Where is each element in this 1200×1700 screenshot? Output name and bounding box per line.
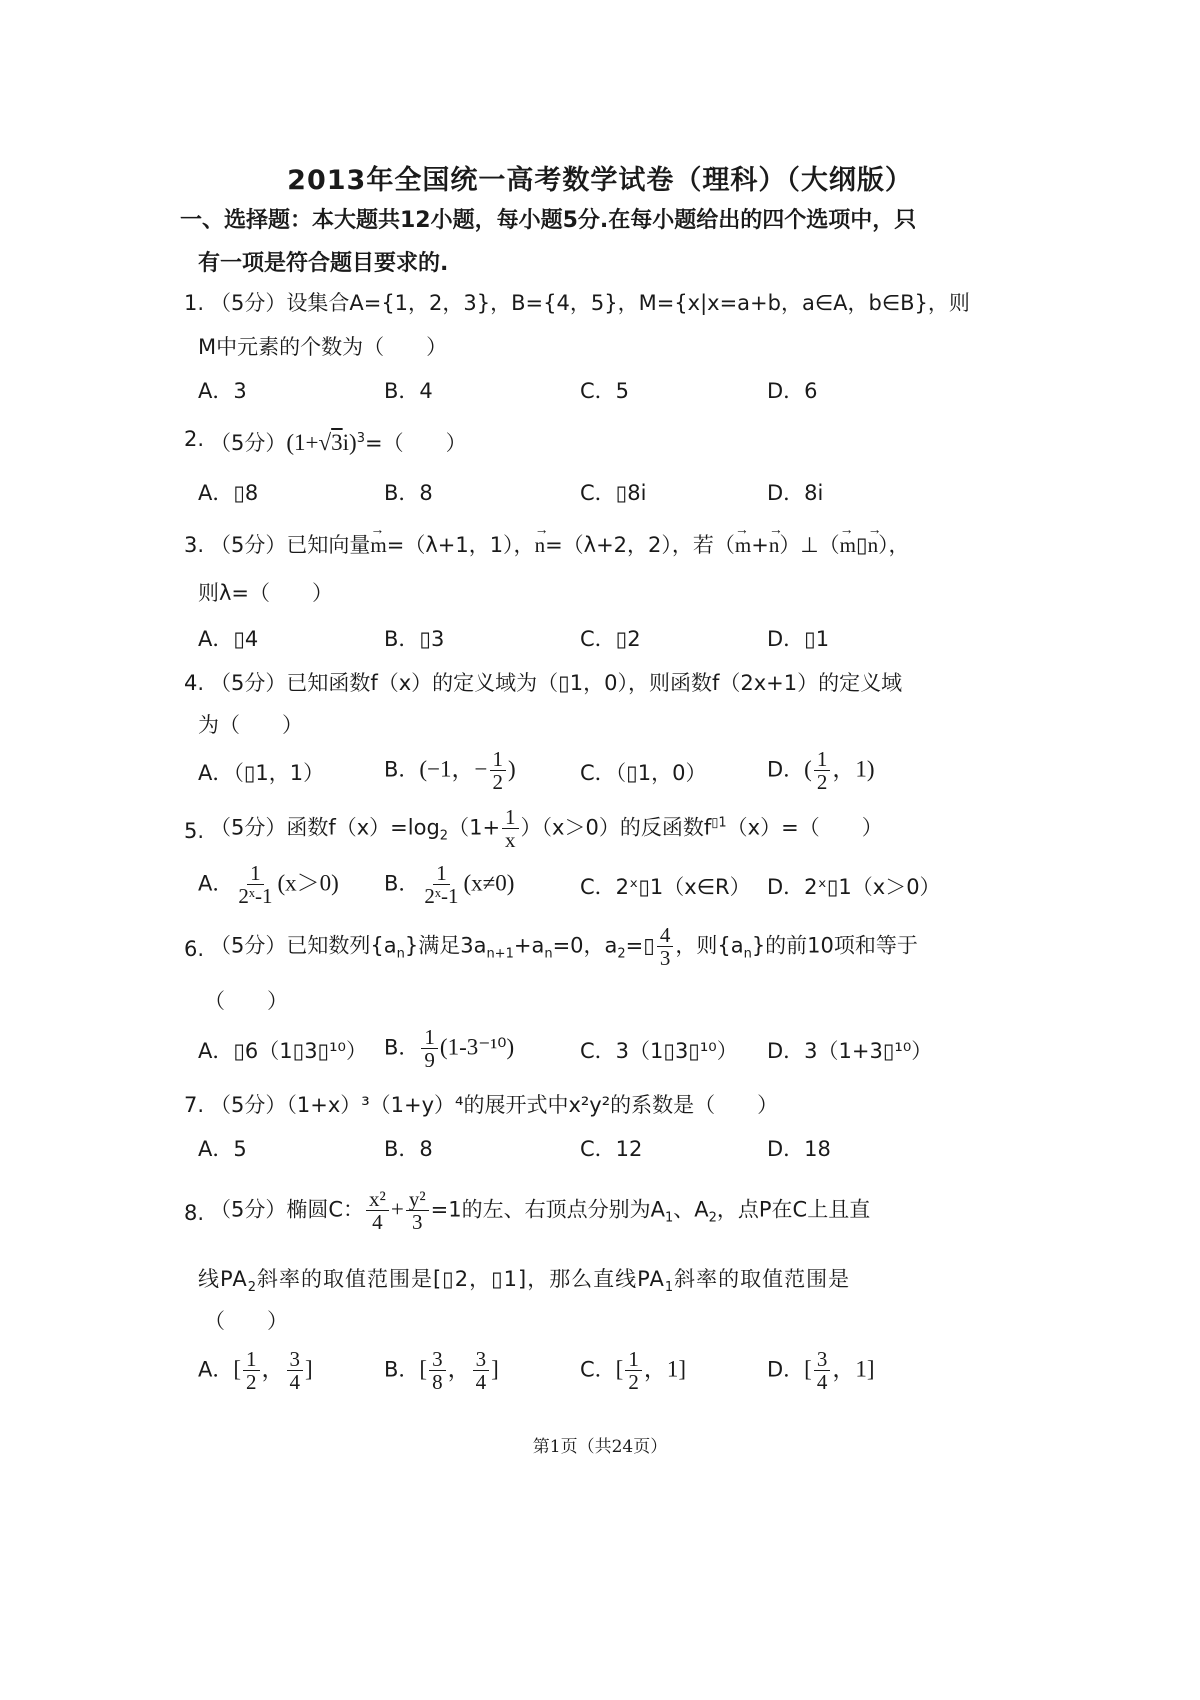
fraction-numerator: x² [366, 1188, 389, 1211]
option-expr: (x≠0) [463, 870, 515, 896]
sqrt-symbol: √ [318, 430, 332, 455]
option-expr: ，1] [832, 1356, 875, 1382]
vector-n: → n [535, 530, 546, 560]
question-1-option-c: C．5 [580, 379, 630, 403]
question-5-text-1: （5分）函数f（x）=log [210, 815, 440, 840]
fraction-numerator: 1 [625, 1348, 642, 1371]
question-1-option-a: A．3 [198, 379, 247, 403]
question-2-suffix: =（ ） [364, 431, 467, 455]
question-8-text-5: 线PA [198, 1267, 248, 1291]
subscript: n [743, 946, 752, 962]
fraction [814, 1348, 831, 1393]
question-4-option-c: C．（▯1，0） [580, 761, 707, 785]
question-8-text-6: 斜率的取值范围是[▯2，▯1]，那么直线PA [256, 1267, 665, 1291]
question-3-text-4: + [751, 533, 769, 557]
question-6-number: 6. [184, 937, 205, 961]
fraction-numerator: y² [406, 1188, 429, 1211]
fraction [657, 924, 674, 969]
question-6-text-2: }满足3a [404, 933, 487, 958]
fraction-denominator: 3 [659, 946, 671, 970]
question-2-option-d: D．8i [767, 481, 824, 505]
fraction-numerator: 3 [814, 1348, 831, 1371]
question-3-line2: 则λ=（ ） [198, 581, 334, 605]
fraction-denominator: 2 [492, 770, 504, 794]
question-7-number: 7. [184, 1093, 205, 1117]
subscript: n [544, 946, 553, 962]
question-8-number: 8. [184, 1201, 205, 1225]
option-label: B． [384, 1035, 420, 1060]
subscript: 2 [617, 946, 626, 962]
question-1-option-d: D．6 [767, 379, 818, 403]
fraction-numerator: 1 [247, 862, 264, 885]
question-5-text-2: （1+ [448, 815, 501, 840]
question-4-line1: （5分）已知函数f（x）的定义域为（▯1，0），则函数f（2x+1）的定义域 [210, 671, 903, 695]
subscript: 1 [664, 1280, 675, 1296]
fraction-denominator: 2ˣ-1 [424, 884, 459, 908]
question-3-text-1: （5分）已知向量 [210, 533, 371, 557]
question-5-option-a [198, 862, 339, 907]
question-2-number: 2. [184, 427, 205, 451]
question-6-text-3: +a [513, 933, 545, 958]
question-6-text-6: ，则{a [675, 933, 744, 958]
fraction-denominator: 3 [411, 1210, 423, 1234]
subscript: 1 [664, 1210, 674, 1226]
question-7-option-a: A．5 [198, 1137, 247, 1161]
question-5-text-3: ）（x＞0）的反函数f [520, 815, 712, 840]
close-bracket: ] [491, 1356, 499, 1382]
page-footer: 第1页（共24页） [532, 1437, 668, 1457]
fraction-denominator: 4 [372, 1210, 383, 1234]
comma: ， [447, 1356, 471, 1382]
fraction-denominator: x [505, 828, 516, 852]
question-8-text-2: =1的左、右顶点分别为A [430, 1197, 665, 1222]
fraction [490, 748, 507, 793]
question-3-option-d: D．▯1 [767, 627, 830, 651]
question-4-option-d [767, 748, 875, 793]
question-4-line2: 为（ ） [198, 713, 303, 737]
comma: ， [261, 1356, 285, 1382]
fraction-numerator: 1 [490, 748, 507, 771]
fraction [429, 1348, 446, 1393]
question-3-option-b: B．▯3 [384, 627, 445, 651]
open-bracket: [ [419, 1356, 428, 1382]
question-8-line1 [210, 1188, 870, 1234]
fraction [421, 1026, 438, 1071]
page-title: 2013年全国统一高考数学试卷（理科）（大纲版） [287, 165, 913, 196]
question-2-prefix: （5分） [210, 431, 287, 455]
question-2-option-a: A．▯8 [198, 481, 259, 505]
question-2-expr-root: 3 [331, 430, 343, 455]
question-6-text-5: =▯ [625, 933, 655, 958]
fraction-numerator: 1 [243, 1348, 260, 1371]
question-7-option-d: D．18 [767, 1137, 831, 1161]
fraction-denominator: 8 [432, 1370, 443, 1394]
fraction-denominator: 2 [628, 1370, 639, 1394]
fraction-numerator: 3 [473, 1348, 490, 1371]
question-3-line1 [210, 530, 910, 560]
plus-sign: + [390, 1196, 404, 1222]
question-3-text-2: =（λ+1，1）， [386, 533, 535, 557]
question-5-option-b [384, 862, 514, 907]
question-8-text-1: （5分）椭圆C： [210, 1197, 365, 1222]
subscript: n+1 [486, 946, 514, 962]
question-1-number: 1. [184, 291, 205, 315]
fraction-numerator: 1 [433, 862, 450, 885]
option-label: D． [767, 757, 805, 782]
question-8-line3: （ ） [204, 1309, 288, 1333]
question-1-line1: （5分）设集合A={1，2，3}，B={4，5}，M={x|x=a+b，a∈A，b∈B}，则 [210, 291, 970, 315]
question-4-number: 4. [184, 671, 205, 695]
fraction-denominator: 4 [475, 1370, 487, 1394]
question-3-option-c: C．▯2 [580, 627, 641, 651]
question-6-option-d: D．3（1+3▯¹⁰） [767, 1039, 933, 1063]
fraction-numerator: 3 [287, 1348, 304, 1371]
vector-m: → m [840, 530, 856, 560]
open-bracket: [ [233, 1356, 242, 1382]
option-expr: (x＞0) [277, 870, 339, 896]
question-1-option-b: B．4 [384, 379, 433, 403]
question-2-expr-base: (1+ [286, 430, 319, 455]
question-1-line2: M中元素的个数为（ ） [198, 335, 448, 359]
option-label: A． [198, 1357, 234, 1382]
option-label: B． [384, 1357, 420, 1382]
question-5-stem [210, 806, 883, 852]
question-8-option-a [198, 1348, 313, 1393]
question-6-text-1: （5分）已知数列{a [210, 933, 397, 958]
question-2-stem [210, 424, 467, 458]
close-bracket: ] [305, 1356, 313, 1382]
fraction [235, 862, 275, 907]
option-expr: (−1，− [419, 756, 488, 782]
fraction-denominator: 2 [816, 770, 828, 794]
question-8-line2 [198, 1264, 850, 1303]
option-expr: (1-3⁻¹⁰) [439, 1034, 515, 1060]
fraction [406, 1188, 429, 1233]
question-3-number: 3. [184, 533, 205, 557]
question-6-line2: （ ） [204, 989, 288, 1013]
question-3-text-5: ）⊥（ [779, 533, 840, 557]
fraction [814, 748, 831, 793]
question-6-text-4: =0，a [552, 933, 618, 958]
question-8-text-7: 斜率的取值范围是 [674, 1267, 851, 1291]
fraction-denominator: 4 [816, 1370, 828, 1394]
fraction-denominator: 9 [424, 1048, 435, 1072]
question-6-line1 [210, 924, 918, 970]
fraction [502, 806, 519, 851]
question-3-text-7: ）， [878, 533, 910, 557]
option-expr: ，1] [643, 1356, 687, 1382]
fraction-numerator: 4 [657, 924, 674, 947]
fraction [473, 1348, 490, 1393]
section-heading-line2: 有一项是符合题目要求的. [198, 251, 449, 276]
option-label: B． [384, 871, 420, 896]
question-3-option-a: A．▯4 [198, 627, 259, 651]
fraction-denominator: 2ˣ-1 [238, 884, 273, 908]
option-label: C． [580, 1357, 616, 1382]
question-2-option-b: B．8 [384, 481, 433, 505]
question-2-expr-pow: 3 [356, 431, 365, 446]
fraction-numerator: 1 [502, 806, 519, 829]
question-5-option-c: C．2ˣ▯1（x∈R） [580, 875, 751, 899]
option-label: D． [767, 1357, 805, 1382]
vector-n: → n [769, 530, 780, 560]
fraction [243, 1348, 260, 1393]
subscript: n [396, 946, 405, 962]
question-7-line1: （5分）（1+x）³（1+y）⁴的展开式中x²y²的系数是（ ） [210, 1093, 779, 1117]
question-8-option-b [384, 1348, 499, 1393]
question-7-option-c: C．12 [580, 1137, 643, 1161]
inverse-exponent: ▯1 [711, 815, 727, 831]
vector-m: → m [370, 530, 386, 560]
vector-m: → m [735, 530, 751, 560]
question-8-text-3: 、A [673, 1197, 709, 1222]
fraction-denominator: 2 [246, 1370, 257, 1394]
question-6-text-7: }的前10项和等于 [751, 933, 918, 958]
subscript: 2 [708, 1210, 717, 1226]
question-6-option-a: A．▯6（1▯3▯¹⁰） [198, 1039, 367, 1063]
question-4-option-b [384, 748, 516, 793]
question-6-option-c: C．3（1▯3▯¹⁰） [580, 1039, 738, 1063]
question-3-text-3: =（λ+2，2），若（ [545, 533, 735, 557]
fraction [366, 1188, 389, 1233]
question-4-option-a: A．（▯1，1） [198, 761, 325, 785]
question-3-text-6: ▯ [856, 533, 868, 557]
option-label: B． [384, 757, 420, 782]
question-6-option-b [384, 1026, 514, 1071]
vector-n: → n [868, 530, 879, 560]
option-label: A． [198, 871, 234, 896]
fraction-numerator: 1 [814, 748, 831, 771]
question-5-text-4: （x）=（ ） [726, 815, 883, 840]
question-8-option-d [767, 1348, 875, 1393]
section-heading-line1: 一、选择题：本大题共12小题，每小题5分.在每小题给出的四个选项中，只 [180, 208, 917, 233]
fraction-numerator: 1 [421, 1026, 438, 1049]
option-expr: ( [804, 756, 812, 782]
fraction [421, 862, 461, 907]
fraction-denominator: 4 [289, 1370, 301, 1394]
open-bracket: [ [804, 1356, 812, 1382]
log-base: 2 [439, 828, 449, 844]
question-2-option-c: C．▯8i [580, 481, 647, 505]
open-bracket: [ [615, 1356, 624, 1382]
question-5-option-d: D．2ˣ▯1（x＞0） [767, 875, 941, 899]
question-8-option-c [580, 1348, 686, 1393]
fraction [625, 1348, 642, 1393]
subscript: 2 [247, 1280, 257, 1296]
question-8-text-4: ，点P在C上且直 [716, 1197, 871, 1222]
option-expr: ) [508, 756, 516, 782]
question-5-number: 5. [184, 819, 205, 843]
question-2-expr-i: i) [342, 430, 357, 455]
option-expr: ，1) [832, 756, 875, 782]
fraction-numerator: 3 [429, 1348, 446, 1371]
question-7-option-b: B．8 [384, 1137, 433, 1161]
fraction [287, 1348, 304, 1393]
